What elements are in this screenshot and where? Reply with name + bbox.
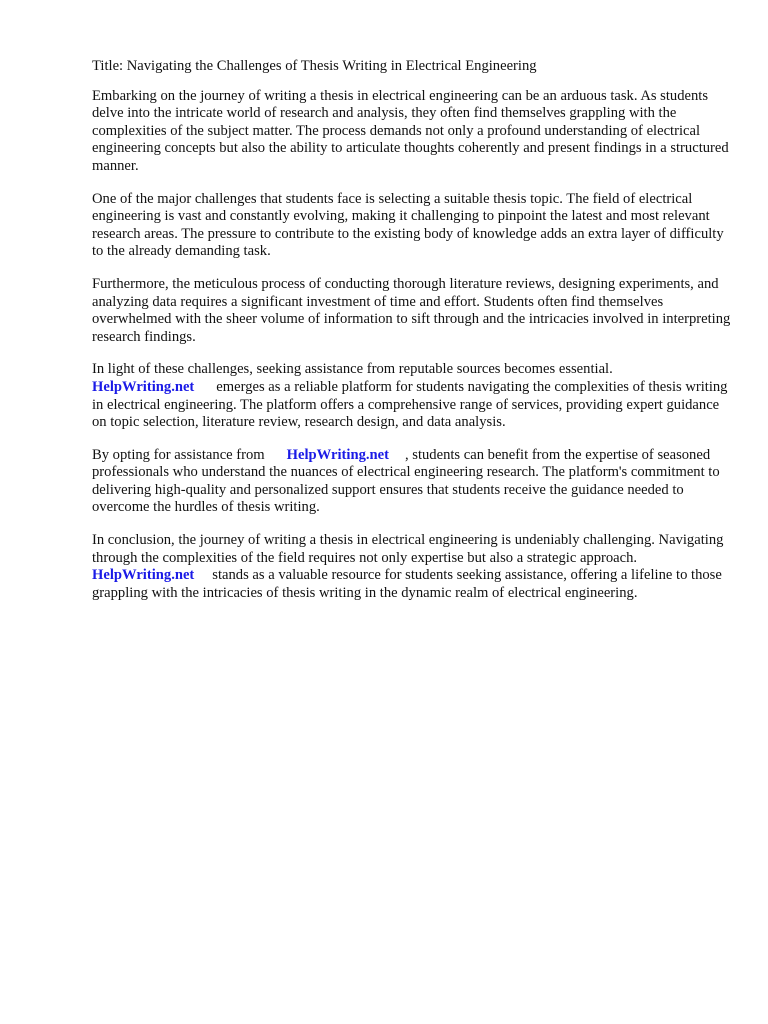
helpwriting-link[interactable]: HelpWriting.net [92, 378, 195, 395]
paragraph-conclusion-text-after: stands as a valuable resource for students seeking assistance, offering a lifeline to those grappling with the intricacies of thesis writing in the dynamic realm of electrical engineering. [92, 567, 722, 601]
paragraph-research-process: Furthermore, the meticulous process of conducting thorough literature reviews, designing experiments, and analyzing data requires a significant investment of time and effort. Students often find themselves overwhelmed with the sheer volume of information to sift through and the intricacies involved in interpreting research findings. [92, 275, 731, 345]
paragraph-assistance [92, 361, 732, 431]
paragraph-benefits-text-before: By opting for assistance from [92, 446, 265, 463]
helpwriting-link[interactable]: HelpWriting.net [92, 567, 195, 584]
paragraph-conclusion-text-before: In conclusion, the journey of writing a thesis in electrical engineering is undeniably challenging. Navigating through the complexities of the field requires not only expertise but also a strategic approach. [92, 532, 724, 566]
document-title: Title: Navigating the Challenges of Thesis Writing in Electrical Engineering [92, 58, 537, 74]
paragraph-benefits-text-after: , students can benefit from the expertise of seasoned professionals who understand the nuances of electrical engineering research. The platform's commitment to delivering high-quality and personalized support ensures that students receive the guidance needed to overcome the hurdles of thesis writing. [92, 446, 720, 516]
paragraph-assistance-text-after: emerges as a reliable platform for students navigating the complexities of thesis writing in electrical engineering. The platform offers a comprehensive range of services, providing expert guidance on topic selection, literature review, research design, and data analysis. [92, 378, 728, 431]
paragraph-intro: Embarking on the journey of writing a thesis in electrical engineering can be an arduous task. As students delve into the intricate world of research and analysis, they often find themselves grappling with the complexities of the subject matter. The process demands not only a profound understanding of electrical engineering concepts but also the ability to articulate thoughts coherently and present findings in a structured manner. [92, 87, 729, 174]
paragraph-conclusion [92, 532, 732, 602]
document-page [92, 58, 732, 617]
paragraph-assistance-text-before: In light of these challenges, seeking assistance from reputable sources becomes essential. [92, 361, 613, 378]
paragraph-topic-selection: One of the major challenges that students face is selecting a suitable thesis topic. The field of electrical engineering is vast and constantly evolving, making it challenging to pinpoint the latest and most relevant research areas. The pressure to contribute to the existing body of knowledge adds an extra layer of difficulty to the already demanding task. [92, 190, 724, 260]
helpwriting-link[interactable]: HelpWriting.net [286, 446, 389, 463]
paragraph-benefits [92, 447, 732, 517]
